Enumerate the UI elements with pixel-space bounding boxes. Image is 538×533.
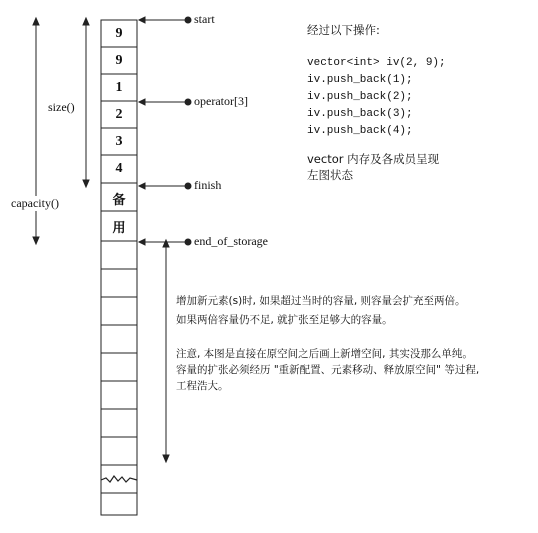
- code-line-5: iv.push_back(4);: [307, 125, 413, 137]
- growth-span-arrow: [163, 240, 169, 462]
- caution-note-1: 注意, 本图是直接在原空间之后画上新增空间, 其实没那么单纯。: [176, 348, 473, 360]
- growth-note-1: 增加新元素(s)时, 如果超过当时的容量, 则容量会扩充至两倍。: [176, 295, 466, 307]
- caption-line-2: 左图状态: [307, 168, 353, 182]
- size-span-arrow: [83, 18, 89, 187]
- finish-label: finish: [194, 178, 222, 192]
- cell-4: 3: [115, 134, 123, 149]
- growth-note-2: 如果两倍容量仍不足, 就扩张至足够大的容量。: [176, 314, 393, 326]
- cell-0: 9: [115, 26, 123, 41]
- start-label: start: [194, 12, 215, 26]
- finish-pointer-arrow: [139, 183, 191, 189]
- cell-spare-1: 备: [112, 193, 126, 208]
- capacity-label: capacity(): [11, 196, 59, 210]
- code-line-2: iv.push_back(1);: [307, 74, 413, 86]
- code-line-3: iv.push_back(2);: [307, 91, 413, 103]
- caution-note-3: 工程浩大。: [176, 380, 229, 392]
- start-pointer-arrow: [139, 17, 191, 23]
- cell-2: 1: [115, 80, 123, 95]
- cell-5: 4: [115, 161, 123, 176]
- break-line: [101, 476, 137, 482]
- code-line-1: vector<int> iv(2, 9);: [307, 57, 446, 69]
- operations-heading: 经过以下操作:: [307, 23, 380, 37]
- size-label: size(): [48, 100, 75, 114]
- cell-3: 2: [115, 107, 123, 122]
- caution-note-2: 容量的扩张必须经历 "重新配置、元素移动、释放原空间" 等过程,: [176, 364, 480, 376]
- operator-pointer-arrow: [139, 99, 191, 105]
- code-line-4: iv.push_back(3);: [307, 108, 413, 120]
- cell-1: 9: [115, 53, 123, 68]
- operator-label: operator[3]: [194, 94, 248, 108]
- caption-line-1: vector 内存及各成员呈现: [307, 152, 440, 166]
- end-of-storage-label: end_of_storage: [194, 234, 268, 248]
- cell-spare-2: 用: [112, 221, 126, 236]
